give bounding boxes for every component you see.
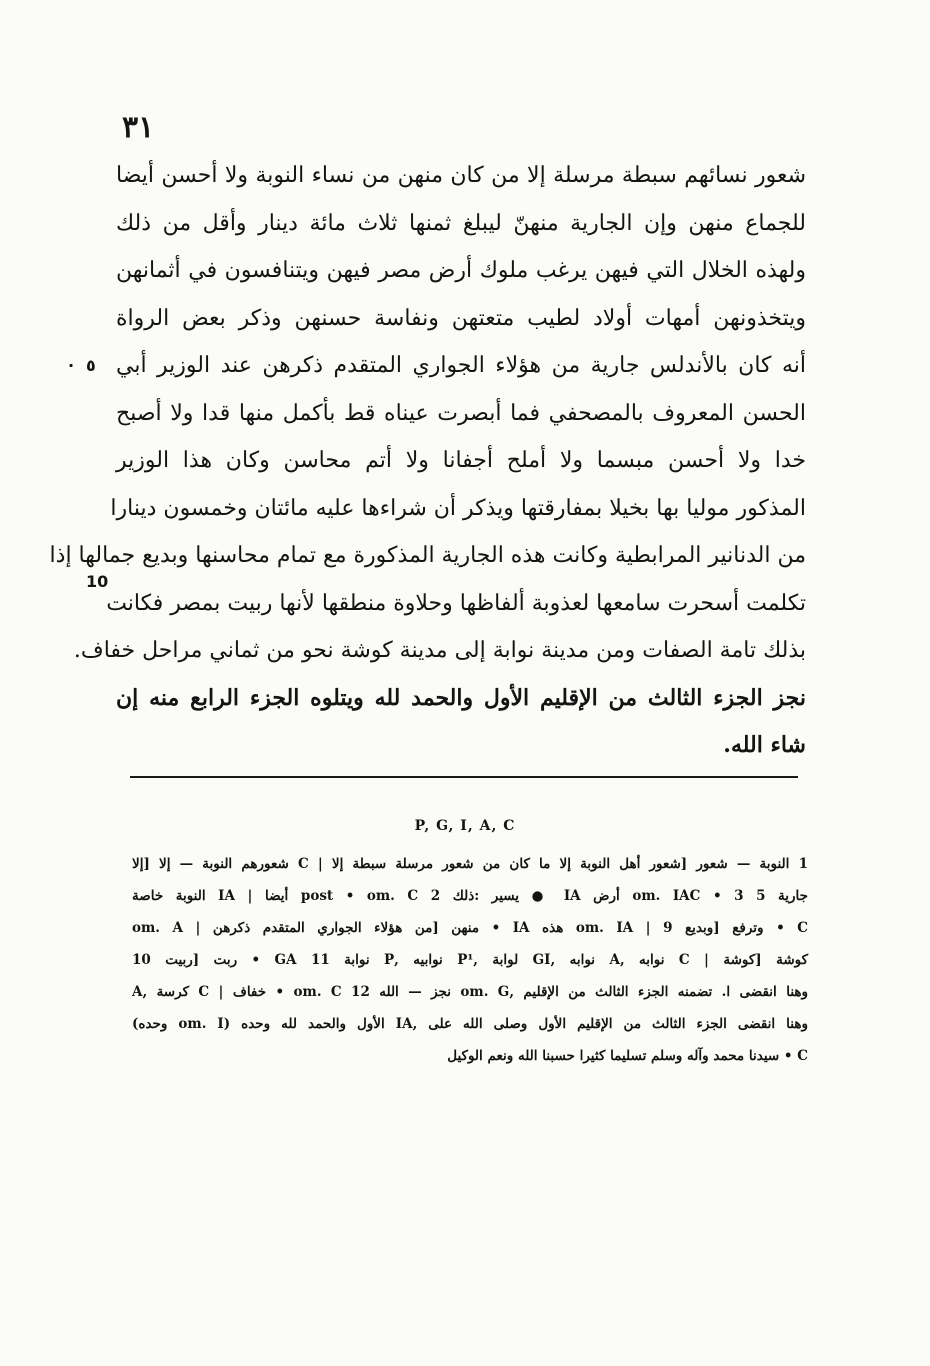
- apparatus-line: وهنا انقضى ا. تضمنه الجزء الثالث من الإقليم ,om. G نجز — الله 12 om. C • خفاف | C كرسة ,A: [132, 984, 809, 1000]
- margin-dot: ·: [68, 356, 75, 375]
- text-line: من الدنانير المرابطية وكانت هذه الجارية المذكورة مع تمام محاسنها وبديع جمالها إذا: [49, 543, 806, 568]
- text-line: ويتخذونهن أمهات أولاد لطيب متعتهن ونفاسة حسنهن وذكر بعض الرواة: [116, 305, 806, 331]
- text-line: ولهذه الخلال التي فيهن يرغب ملوك أرض مصر فيهن ويتنافسون في أثمانهن: [116, 258, 806, 283]
- text-line: أنه كان بالأندلس جارية من هؤلاء الجواري المتقدم ذكرهن عند الوزير أبي: [116, 353, 806, 378]
- text-line: بذلك تامة الصفات ومن مدينة نوابة إلى مدينة كوشة نحو من ثماني مراحل خفاف.: [73, 638, 806, 663]
- apparatus-line: جارية 5 om. IAC • 3 أرض IA ● يسير :ذلك 2 post • om. C أيضا | IA النوبة خاصة: [132, 888, 809, 904]
- footnote-divider: [130, 776, 798, 778]
- text-line: المذكور موليا بها بخيلا بمفارقتها ويذكر أن شراءها عليه مائتان وخمسون دينارا: [110, 495, 806, 521]
- apparatus-line: وهنا انقضى الجزء الثالث من الإقليم الأول وصلى الله على ,IA الأول والحمد لله وحده (om. I وحده): [132, 1016, 808, 1032]
- line-number-10: 10: [86, 572, 109, 591]
- text-line: الحسن المعروف بالمصحفي فما أبصرت عيناه قط بأكمل منها قدا ولا أصبح: [116, 400, 806, 426]
- text-line: شعور نسائهم سبطة مرسلة إلا من كان منهن من نساء النوبة ولا أحسن أيضا: [116, 163, 806, 188]
- colophon-line: نجز الجزء الثالث من الإقليم الأول والحمد لله ويتلوه الجزء الرابع منه إن: [116, 684, 806, 711]
- apparatus-line: C • وترفع [وبديع om. IA | 9 هذه IA • منهن [من هؤلاء الجواري المتقدم ذكرهن | om. A: [132, 920, 808, 936]
- manuscript-sigla: P, G, I, A, C: [414, 818, 516, 834]
- apparatus-line: كوشة [كوشة | C نوابه ,A نوابه ,GI لوابة ,P¹ نوابيه ,P نوابة 11 GA • ربت [ربيت 10: [132, 952, 809, 968]
- critical-apparatus: [132, 848, 808, 1072]
- text-line: تكلمت أسحرت سامعها لعذوبة ألفاظها وحلاوة منطقها لأنها ربيت بمصر فكانت: [106, 590, 806, 616]
- page-number: ٣١: [122, 110, 155, 145]
- colophon-line: شاء الله.: [723, 732, 806, 758]
- text-line: خدا ولا أحسن مبسما ولا أملح أجفانا ولا أتم محاسن وكان هذا الوزير: [116, 448, 806, 473]
- text-line: للجماع منهن وإن الجارية منهنّ ليبلغ ثمنها ثلاث مائة دينار وأقل من ذلك: [116, 210, 806, 236]
- line-number-5: ٥: [86, 356, 96, 375]
- apparatus-line: C • سيدنا محمد وآله وسلم تسليما كثيرا حسبنا الله ونعم الوكيل: [447, 1048, 808, 1064]
- apparatus-line: 1 النوبة — شعور [شعور أهل النوبة إلا ما كان من شعور مرسلة سبطة إلا | C شعورهم النوبة — إلا [إلا: [132, 856, 808, 872]
